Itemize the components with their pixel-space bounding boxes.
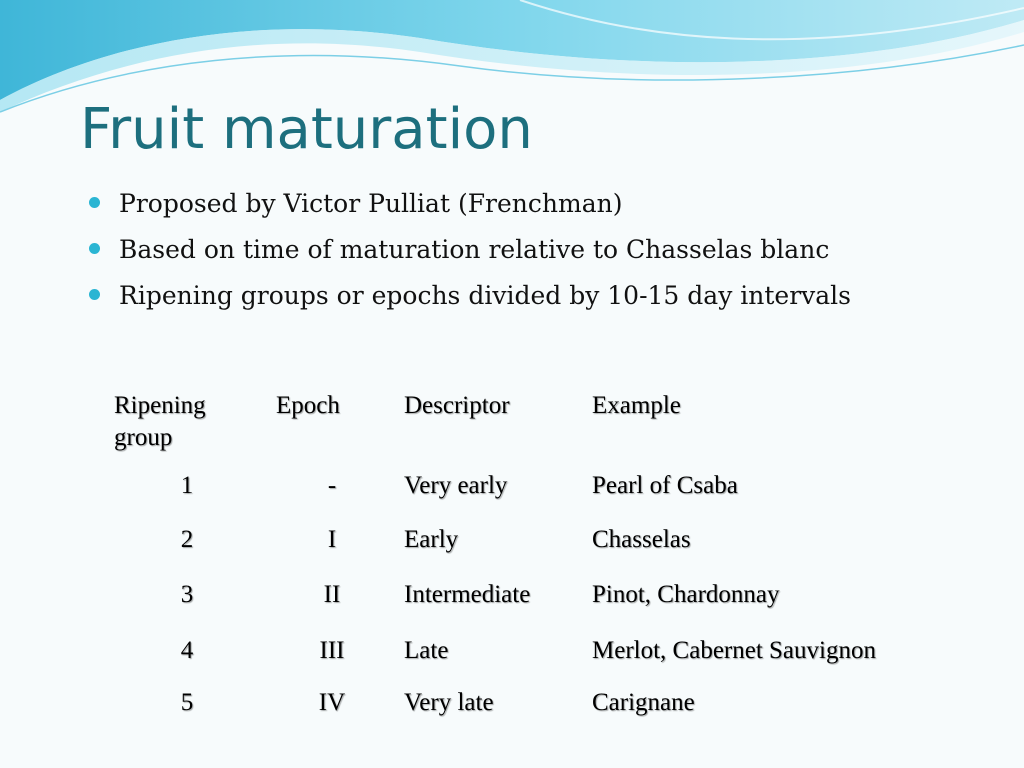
cell-example: Merlot, Cabernet Sauvignon: [592, 637, 876, 664]
table-row: [106, 687, 940, 727]
cell-ripening-group: 2: [180, 526, 194, 553]
table-header-row: [106, 390, 940, 470]
header-epoch: Epoch: [276, 392, 340, 419]
cell-descriptor: Very early: [404, 472, 508, 499]
cell-example: Pearl of Csaba: [592, 472, 738, 499]
cell-descriptor: Intermediate: [404, 581, 531, 608]
cell-ripening-group: 5: [180, 689, 194, 716]
cell-descriptor: Very late: [404, 689, 494, 716]
cell-epoch: IV: [318, 689, 346, 716]
bullet-item: [84, 276, 851, 322]
cell-descriptor: Early: [404, 526, 459, 553]
bullet-item: [84, 184, 851, 230]
cell-epoch: -: [327, 472, 337, 499]
cell-ripening-group: 4: [180, 637, 194, 664]
cell-ripening-group: 3: [180, 581, 194, 608]
bullet-dot-icon: [89, 243, 100, 254]
table-row: [106, 470, 940, 524]
ripening-groups-table: [106, 390, 940, 727]
header-example: Example: [592, 392, 681, 419]
table-row: [106, 524, 940, 579]
bullet-dot-icon: [89, 289, 100, 300]
cell-epoch: II: [323, 581, 341, 608]
bullet-list: [84, 184, 851, 322]
cell-example: Pinot, Chardonnay: [592, 581, 780, 608]
bullet-dot-icon: [89, 197, 100, 208]
cell-epoch: III: [319, 637, 345, 664]
bullet-text: Proposed by Victor Pulliat (Frenchman): [119, 189, 623, 218]
header-ripening-group: Ripening group: [114, 392, 206, 451]
cell-descriptor: Late: [404, 637, 449, 664]
bullet-item: [84, 230, 851, 276]
slide-title: Fruit maturation: [80, 97, 533, 162]
bullet-text: Ripening groups or epochs divided by 10-15 day intervals: [119, 281, 852, 310]
cell-example: Chasselas: [592, 526, 691, 553]
header-descriptor: Descriptor: [404, 392, 510, 419]
table-row: [106, 579, 940, 635]
bullet-text: Based on time of maturation relative to Chasselas blanc: [119, 235, 830, 264]
cell-ripening-group: 1: [180, 472, 194, 499]
table-row: [106, 635, 940, 687]
cell-epoch: I: [327, 526, 337, 553]
cell-example: Carignane: [592, 689, 695, 716]
